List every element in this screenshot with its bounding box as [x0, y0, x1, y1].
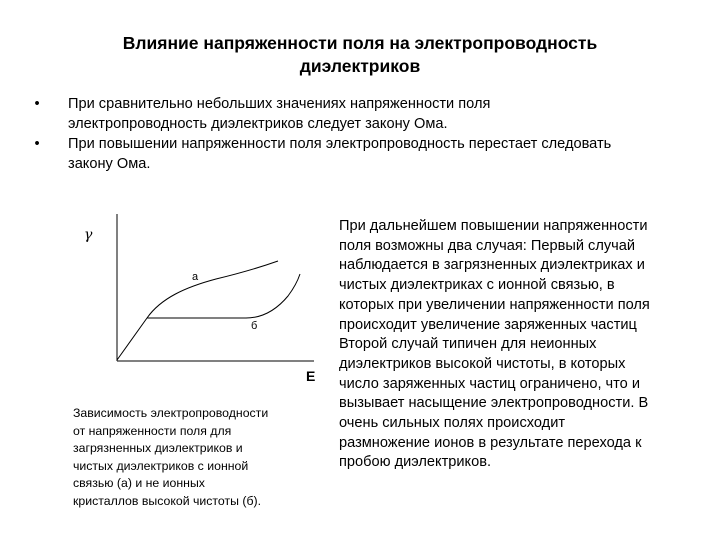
slide-title-line-1: Влияние напряженности поля на электропроводность: [122, 33, 598, 53]
caption-line: Зависимость электропроводности: [73, 406, 269, 420]
bullet-text-line: При сравнительно небольших значениях напряженности поля: [68, 96, 491, 112]
caption-line: кристаллов высокой чистоты (б).: [73, 493, 262, 508]
bullet-list: [30, 94, 690, 174]
curve-b: [147, 274, 300, 318]
explanation-line: наблюдается в загрязненных диэлектриках и: [339, 257, 645, 274]
explanation-line: очень сильных полях происходит: [339, 415, 566, 432]
y-axis-label: γ: [84, 227, 93, 243]
x-axis-label: E: [306, 368, 316, 384]
bullet-text-line: электропроводность диэлектриков следует закону Ома.: [68, 116, 448, 132]
explanation-line: При дальнейшем повышении напряженности: [339, 218, 648, 234]
bullet-item: [30, 94, 690, 134]
explanation-text: [339, 217, 699, 473]
graph-caption: [73, 405, 313, 510]
caption-line: от напряженности поля для: [73, 423, 232, 438]
bullet-marker: •: [34, 136, 40, 152]
caption-line: связью (а) и не ионных: [73, 476, 205, 490]
explanation-line: происходит увеличение заряженных частиц: [339, 316, 637, 333]
explanation-line: чистых диэлектриках с ионной связью, в: [339, 277, 615, 294]
slide-title-line-2: диэлектриков: [299, 56, 421, 76]
explanation-line: которых при увеличении напряженности поля: [339, 296, 650, 313]
caption-line: загрязненных диэлектриков и: [73, 441, 243, 455]
conductivity-graph: [66, 212, 326, 388]
bullet-item: [30, 134, 690, 174]
explanation-line: число заряженных частиц ограничено, что и: [339, 375, 641, 392]
explanation-line: вызывает насыщение электропроводности. В: [339, 395, 649, 412]
explanation-line: пробою диэлектриков.: [339, 454, 492, 471]
explanation-line: диэлектриков высокой чистоты, в которых: [339, 355, 626, 372]
explanation-line: размножение ионов в результате перехода к: [339, 434, 642, 451]
caption-line: чистых диэлектриков с ионной: [73, 458, 249, 473]
bullet-text-line: При повышении напряженности поля электропроводность перестает следовать: [68, 136, 612, 152]
explanation-line: поля возможны два случая: Первый случай: [339, 237, 636, 254]
bullet-marker: •: [34, 96, 40, 112]
slide-title: [40, 32, 680, 78]
explanation-line: Второй случай типичен для неионных: [339, 336, 597, 353]
curve-b-label: б: [251, 320, 258, 332]
bullet-text-line: закону Ома.: [68, 156, 151, 172]
curve-a-label: а: [192, 271, 199, 283]
